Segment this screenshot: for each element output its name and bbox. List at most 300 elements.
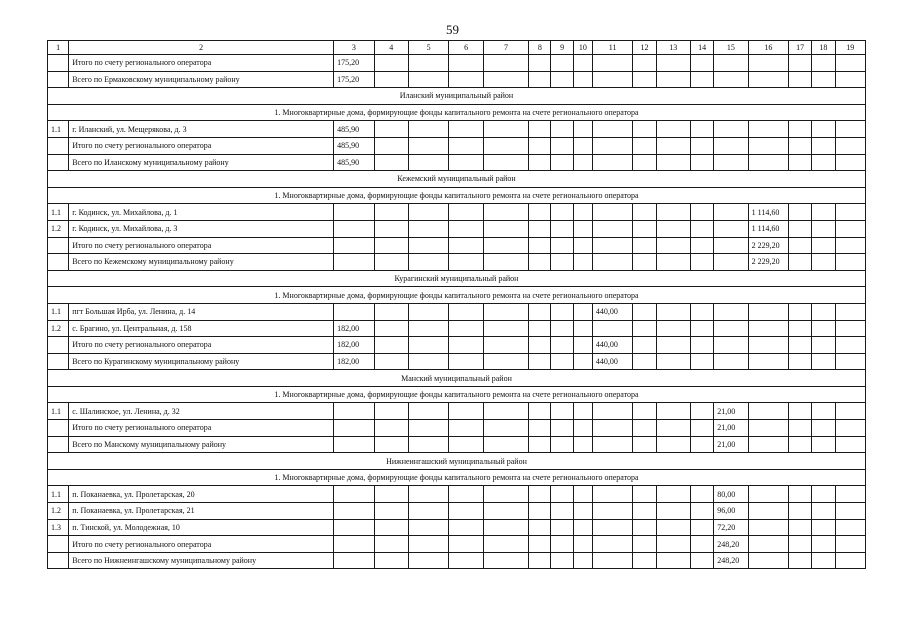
row-name: пгт Большая Ирба, ул. Ленина, д. 14 xyxy=(69,303,334,320)
value-cell-col-5 xyxy=(408,254,448,271)
value-cell-col-17 xyxy=(789,220,812,237)
value-cell-col-11: 440,00 xyxy=(592,353,632,370)
value-cell-col-17 xyxy=(789,320,812,337)
value-cell-col-19 xyxy=(835,254,865,271)
value-cell-col-9 xyxy=(551,353,573,370)
value-cell-col-10 xyxy=(573,254,592,271)
row-name: Всего по Манскому муниципальному району xyxy=(69,436,334,453)
row-number xyxy=(48,254,69,271)
value-cell-col-7 xyxy=(483,420,529,437)
row-name: Итого по счету регионального оператора xyxy=(69,337,334,354)
value-cell-col-14 xyxy=(690,486,713,503)
value-cell-col-8 xyxy=(529,420,551,437)
value-cell-col-6 xyxy=(449,536,483,553)
value-cell-col-9 xyxy=(551,519,573,536)
value-cell-col-4 xyxy=(374,353,408,370)
value-cell-col-19 xyxy=(835,154,865,171)
value-cell-col-14 xyxy=(690,303,713,320)
value-cell-col-18 xyxy=(812,519,835,536)
value-cell-col-9 xyxy=(551,552,573,569)
value-cell-col-16 xyxy=(748,121,788,138)
value-cell-col-18 xyxy=(812,303,835,320)
row-name: г. Кодинск, ул. Михайлова, д. 1 xyxy=(69,204,334,221)
value-cell-col-7 xyxy=(483,71,529,88)
value-cell-col-9 xyxy=(551,71,573,88)
value-cell-col-5 xyxy=(408,420,448,437)
table-row xyxy=(48,220,866,237)
table-row xyxy=(48,337,866,354)
value-cell-col-8 xyxy=(529,503,551,520)
value-cell-col-10 xyxy=(573,552,592,569)
value-cell-col-4 xyxy=(374,71,408,88)
value-cell-col-8 xyxy=(529,337,551,354)
value-cell-col-6 xyxy=(449,121,483,138)
value-cell-col-16 xyxy=(748,137,788,154)
value-cell-col-17 xyxy=(789,254,812,271)
district-title: Нижнеингашский муниципальный район xyxy=(48,453,866,470)
value-cell-col-10 xyxy=(573,204,592,221)
value-cell-col-8 xyxy=(529,536,551,553)
column-header: 15 xyxy=(714,41,748,55)
value-cell-col-19 xyxy=(835,353,865,370)
row-number xyxy=(48,420,69,437)
value-cell-col-12 xyxy=(633,353,656,370)
row-number xyxy=(48,353,69,370)
value-cell-col-12 xyxy=(633,519,656,536)
value-cell-col-13 xyxy=(656,353,690,370)
value-cell-col-18 xyxy=(812,254,835,271)
value-cell-col-9 xyxy=(551,121,573,138)
value-cell-col-3: 175,20 xyxy=(334,71,374,88)
value-cell-col-15: 21,00 xyxy=(714,436,748,453)
value-cell-col-14 xyxy=(690,237,713,254)
value-cell-col-16 xyxy=(748,337,788,354)
value-cell-col-18 xyxy=(812,353,835,370)
value-cell-col-4 xyxy=(374,237,408,254)
value-cell-col-8 xyxy=(529,71,551,88)
column-header: 19 xyxy=(835,41,865,55)
district-title: Иланский муниципальный район xyxy=(48,88,866,105)
value-cell-col-17 xyxy=(789,303,812,320)
value-cell-col-12 xyxy=(633,204,656,221)
value-cell-col-6 xyxy=(449,403,483,420)
value-cell-col-5 xyxy=(408,303,448,320)
value-cell-col-9 xyxy=(551,420,573,437)
row-name: Итого по счету регионального оператора xyxy=(69,536,334,553)
value-cell-col-9 xyxy=(551,436,573,453)
value-cell-col-3 xyxy=(334,237,374,254)
table-row xyxy=(48,552,866,569)
value-cell-col-3 xyxy=(334,204,374,221)
value-cell-col-4 xyxy=(374,204,408,221)
value-cell-col-16 xyxy=(748,519,788,536)
value-cell-col-13 xyxy=(656,337,690,354)
value-cell-col-10 xyxy=(573,486,592,503)
row-number: 1.2 xyxy=(48,220,69,237)
value-cell-col-7 xyxy=(483,204,529,221)
value-cell-col-11 xyxy=(592,237,632,254)
value-cell-col-15: 21,00 xyxy=(714,420,748,437)
category-row xyxy=(48,187,866,204)
value-cell-col-15 xyxy=(714,137,748,154)
value-cell-col-11 xyxy=(592,320,632,337)
value-cell-col-4 xyxy=(374,154,408,171)
row-name: Итого по счету регионального оператора xyxy=(69,420,334,437)
value-cell-col-4 xyxy=(374,420,408,437)
value-cell-col-3: 182,00 xyxy=(334,353,374,370)
value-cell-col-16 xyxy=(748,503,788,520)
value-cell-col-19 xyxy=(835,552,865,569)
value-cell-col-12 xyxy=(633,503,656,520)
table-row xyxy=(48,519,866,536)
value-cell-col-18 xyxy=(812,552,835,569)
value-cell-col-10 xyxy=(573,420,592,437)
value-cell-col-5 xyxy=(408,204,448,221)
value-cell-col-17 xyxy=(789,237,812,254)
value-cell-col-14 xyxy=(690,436,713,453)
value-cell-col-17 xyxy=(789,55,812,72)
value-cell-col-18 xyxy=(812,536,835,553)
district-row xyxy=(48,370,866,387)
value-cell-col-15 xyxy=(714,303,748,320)
value-cell-col-18 xyxy=(812,121,835,138)
value-cell-col-5 xyxy=(408,519,448,536)
value-cell-col-13 xyxy=(656,121,690,138)
row-name: с. Брагино, ул. Центральная, д. 158 xyxy=(69,320,334,337)
value-cell-col-12 xyxy=(633,320,656,337)
value-cell-col-15 xyxy=(714,254,748,271)
value-cell-col-19 xyxy=(835,337,865,354)
value-cell-col-4 xyxy=(374,254,408,271)
value-cell-col-13 xyxy=(656,55,690,72)
value-cell-col-12 xyxy=(633,486,656,503)
value-cell-col-12 xyxy=(633,137,656,154)
value-cell-col-6 xyxy=(449,55,483,72)
row-name: Всего по Иланскому муниципальному району xyxy=(69,154,334,171)
value-cell-col-5 xyxy=(408,220,448,237)
value-cell-col-4 xyxy=(374,220,408,237)
value-cell-col-11 xyxy=(592,403,632,420)
value-cell-col-8 xyxy=(529,303,551,320)
value-cell-col-6 xyxy=(449,552,483,569)
row-number: 1.1 xyxy=(48,121,69,138)
value-cell-col-9 xyxy=(551,486,573,503)
value-cell-col-18 xyxy=(812,503,835,520)
value-cell-col-7 xyxy=(483,552,529,569)
value-cell-col-4 xyxy=(374,436,408,453)
value-cell-col-3: 182,00 xyxy=(334,320,374,337)
value-cell-col-11 xyxy=(592,486,632,503)
value-cell-col-9 xyxy=(551,220,573,237)
value-cell-col-13 xyxy=(656,204,690,221)
value-cell-col-3: 182,00 xyxy=(334,337,374,354)
value-cell-col-11 xyxy=(592,254,632,271)
value-cell-col-16: 2 229,20 xyxy=(748,254,788,271)
page-number: 59 xyxy=(446,22,459,37)
value-cell-col-12 xyxy=(633,121,656,138)
row-number: 1.2 xyxy=(48,320,69,337)
value-cell-col-17 xyxy=(789,519,812,536)
value-cell-col-16 xyxy=(748,436,788,453)
category-row xyxy=(48,104,866,121)
district-row xyxy=(48,453,866,470)
value-cell-col-19 xyxy=(835,237,865,254)
column-header: 14 xyxy=(690,41,713,55)
value-cell-col-14 xyxy=(690,403,713,420)
district-row xyxy=(48,88,866,105)
value-cell-col-11 xyxy=(592,420,632,437)
value-cell-col-19 xyxy=(835,303,865,320)
value-cell-col-10 xyxy=(573,121,592,138)
district-title: Курагинский муниципальный район xyxy=(48,270,866,287)
value-cell-col-11 xyxy=(592,536,632,553)
value-cell-col-6 xyxy=(449,204,483,221)
value-cell-col-6 xyxy=(449,337,483,354)
value-cell-col-19 xyxy=(835,55,865,72)
value-cell-col-7 xyxy=(483,486,529,503)
value-cell-col-18 xyxy=(812,486,835,503)
value-cell-col-14 xyxy=(690,536,713,553)
value-cell-col-3 xyxy=(334,519,374,536)
value-cell-col-13 xyxy=(656,420,690,437)
value-cell-col-13 xyxy=(656,220,690,237)
value-cell-col-14 xyxy=(690,137,713,154)
column-header: 7 xyxy=(483,41,529,55)
value-cell-col-8 xyxy=(529,254,551,271)
value-cell-col-14 xyxy=(690,220,713,237)
value-cell-col-11 xyxy=(592,154,632,171)
value-cell-col-18 xyxy=(812,137,835,154)
value-cell-col-17 xyxy=(789,436,812,453)
district-row xyxy=(48,270,866,287)
value-cell-col-10 xyxy=(573,137,592,154)
value-cell-col-9 xyxy=(551,503,573,520)
row-number: 1.1 xyxy=(48,204,69,221)
value-cell-col-15 xyxy=(714,121,748,138)
table-row xyxy=(48,303,866,320)
row-number xyxy=(48,55,69,72)
value-cell-col-7 xyxy=(483,436,529,453)
value-cell-col-16: 1 114,60 xyxy=(748,204,788,221)
value-cell-col-13 xyxy=(656,303,690,320)
value-cell-col-8 xyxy=(529,55,551,72)
value-cell-col-12 xyxy=(633,403,656,420)
value-cell-col-14 xyxy=(690,420,713,437)
value-cell-col-9 xyxy=(551,303,573,320)
value-cell-col-15: 21,00 xyxy=(714,403,748,420)
value-cell-col-6 xyxy=(449,486,483,503)
row-name: г. Иланский, ул. Мещерякова, д. 3 xyxy=(69,121,334,138)
value-cell-col-8 xyxy=(529,137,551,154)
row-name: г. Кодинск, ул. Михайлова, д. 3 xyxy=(69,220,334,237)
value-cell-col-14 xyxy=(690,71,713,88)
value-cell-col-11 xyxy=(592,519,632,536)
value-cell-col-18 xyxy=(812,220,835,237)
value-cell-col-11 xyxy=(592,436,632,453)
column-header-row xyxy=(48,41,866,55)
value-cell-col-18 xyxy=(812,337,835,354)
row-number xyxy=(48,337,69,354)
value-cell-col-15: 248,20 xyxy=(714,552,748,569)
row-number: 1.2 xyxy=(48,503,69,520)
value-cell-col-10 xyxy=(573,320,592,337)
value-cell-col-8 xyxy=(529,486,551,503)
table-row xyxy=(48,137,866,154)
value-cell-col-18 xyxy=(812,237,835,254)
value-cell-col-12 xyxy=(633,552,656,569)
value-cell-col-3 xyxy=(334,220,374,237)
row-number: 1.3 xyxy=(48,519,69,536)
value-cell-col-17 xyxy=(789,121,812,138)
table-row xyxy=(48,503,866,520)
value-cell-col-10 xyxy=(573,337,592,354)
value-cell-col-15 xyxy=(714,237,748,254)
value-cell-col-19 xyxy=(835,519,865,536)
value-cell-col-11: 440,00 xyxy=(592,303,632,320)
value-cell-col-19 xyxy=(835,403,865,420)
value-cell-col-12 xyxy=(633,71,656,88)
column-header: 11 xyxy=(592,41,632,55)
row-name: Итого по счету регионального оператора xyxy=(69,55,334,72)
category-title: 1. Многоквартирные дома, формирующие фонды капитального ремонта на счете регионального оператора xyxy=(48,386,866,403)
value-cell-col-6 xyxy=(449,154,483,171)
value-cell-col-12 xyxy=(633,436,656,453)
value-cell-col-15 xyxy=(714,337,748,354)
value-cell-col-15 xyxy=(714,55,748,72)
value-cell-col-5 xyxy=(408,436,448,453)
value-cell-col-12 xyxy=(633,303,656,320)
value-cell-col-4 xyxy=(374,403,408,420)
value-cell-col-14 xyxy=(690,552,713,569)
value-cell-col-9 xyxy=(551,237,573,254)
value-cell-col-12 xyxy=(633,154,656,171)
value-cell-col-10 xyxy=(573,403,592,420)
value-cell-col-17 xyxy=(789,552,812,569)
value-cell-col-11 xyxy=(592,503,632,520)
column-header: 18 xyxy=(812,41,835,55)
column-header: 8 xyxy=(529,41,551,55)
value-cell-col-10 xyxy=(573,519,592,536)
value-cell-col-13 xyxy=(656,519,690,536)
value-cell-col-6 xyxy=(449,519,483,536)
value-cell-col-18 xyxy=(812,154,835,171)
value-cell-col-5 xyxy=(408,71,448,88)
value-cell-col-13 xyxy=(656,71,690,88)
value-cell-col-4 xyxy=(374,137,408,154)
row-number: 1.1 xyxy=(48,303,69,320)
category-title: 1. Многоквартирные дома, формирующие фонды капитального ремонта на счете регионального оператора xyxy=(48,187,866,204)
value-cell-col-18 xyxy=(812,204,835,221)
value-cell-col-10 xyxy=(573,154,592,171)
value-cell-col-13 xyxy=(656,254,690,271)
value-cell-col-8 xyxy=(529,204,551,221)
value-cell-col-6 xyxy=(449,503,483,520)
value-cell-col-9 xyxy=(551,137,573,154)
row-number xyxy=(48,552,69,569)
value-cell-col-17 xyxy=(789,353,812,370)
value-cell-col-15: 248,20 xyxy=(714,536,748,553)
row-name: Всего по Нижнеингашскому муниципальному району xyxy=(69,552,334,569)
value-cell-col-8 xyxy=(529,436,551,453)
value-cell-col-19 xyxy=(835,420,865,437)
value-cell-col-12 xyxy=(633,55,656,72)
value-cell-col-13 xyxy=(656,137,690,154)
table-row xyxy=(48,71,866,88)
value-cell-col-11: 440,00 xyxy=(592,337,632,354)
value-cell-col-9 xyxy=(551,254,573,271)
value-cell-col-5 xyxy=(408,403,448,420)
value-cell-col-7 xyxy=(483,121,529,138)
value-cell-col-7 xyxy=(483,353,529,370)
value-cell-col-5 xyxy=(408,552,448,569)
value-cell-col-9 xyxy=(551,55,573,72)
column-header: 16 xyxy=(748,41,788,55)
value-cell-col-19 xyxy=(835,486,865,503)
value-cell-col-14 xyxy=(690,353,713,370)
value-cell-col-9 xyxy=(551,337,573,354)
value-cell-col-11 xyxy=(592,137,632,154)
column-header: 9 xyxy=(551,41,573,55)
row-number xyxy=(48,436,69,453)
value-cell-col-3: 485,90 xyxy=(334,121,374,138)
value-cell-col-3 xyxy=(334,503,374,520)
value-cell-col-5 xyxy=(408,337,448,354)
column-header: 1 xyxy=(48,41,69,55)
table-row xyxy=(48,237,866,254)
value-cell-col-6 xyxy=(449,237,483,254)
row-number xyxy=(48,237,69,254)
value-cell-col-3: 485,90 xyxy=(334,137,374,154)
value-cell-col-6 xyxy=(449,137,483,154)
value-cell-col-17 xyxy=(789,486,812,503)
value-cell-col-7 xyxy=(483,503,529,520)
table-row xyxy=(48,154,866,171)
row-number xyxy=(48,137,69,154)
value-cell-col-12 xyxy=(633,420,656,437)
value-cell-col-12 xyxy=(633,220,656,237)
value-cell-col-16 xyxy=(748,420,788,437)
value-cell-col-4 xyxy=(374,552,408,569)
value-cell-col-12 xyxy=(633,536,656,553)
value-cell-col-8 xyxy=(529,121,551,138)
column-header: 12 xyxy=(633,41,656,55)
value-cell-col-17 xyxy=(789,403,812,420)
value-cell-col-16 xyxy=(748,536,788,553)
category-row xyxy=(48,469,866,486)
value-cell-col-7 xyxy=(483,154,529,171)
value-cell-col-4 xyxy=(374,503,408,520)
value-cell-col-12 xyxy=(633,237,656,254)
value-cell-col-3: 485,90 xyxy=(334,154,374,171)
value-cell-col-8 xyxy=(529,220,551,237)
value-cell-col-13 xyxy=(656,552,690,569)
value-cell-col-14 xyxy=(690,337,713,354)
value-cell-col-9 xyxy=(551,536,573,553)
value-cell-col-17 xyxy=(789,503,812,520)
column-header: 10 xyxy=(573,41,592,55)
value-cell-col-7 xyxy=(483,536,529,553)
column-header: 6 xyxy=(449,41,483,55)
value-cell-col-16 xyxy=(748,486,788,503)
value-cell-col-7 xyxy=(483,337,529,354)
value-cell-col-5 xyxy=(408,237,448,254)
value-cell-col-18 xyxy=(812,420,835,437)
value-cell-col-18 xyxy=(812,436,835,453)
value-cell-col-6 xyxy=(449,420,483,437)
value-cell-col-4 xyxy=(374,55,408,72)
row-number xyxy=(48,71,69,88)
value-cell-col-18 xyxy=(812,320,835,337)
